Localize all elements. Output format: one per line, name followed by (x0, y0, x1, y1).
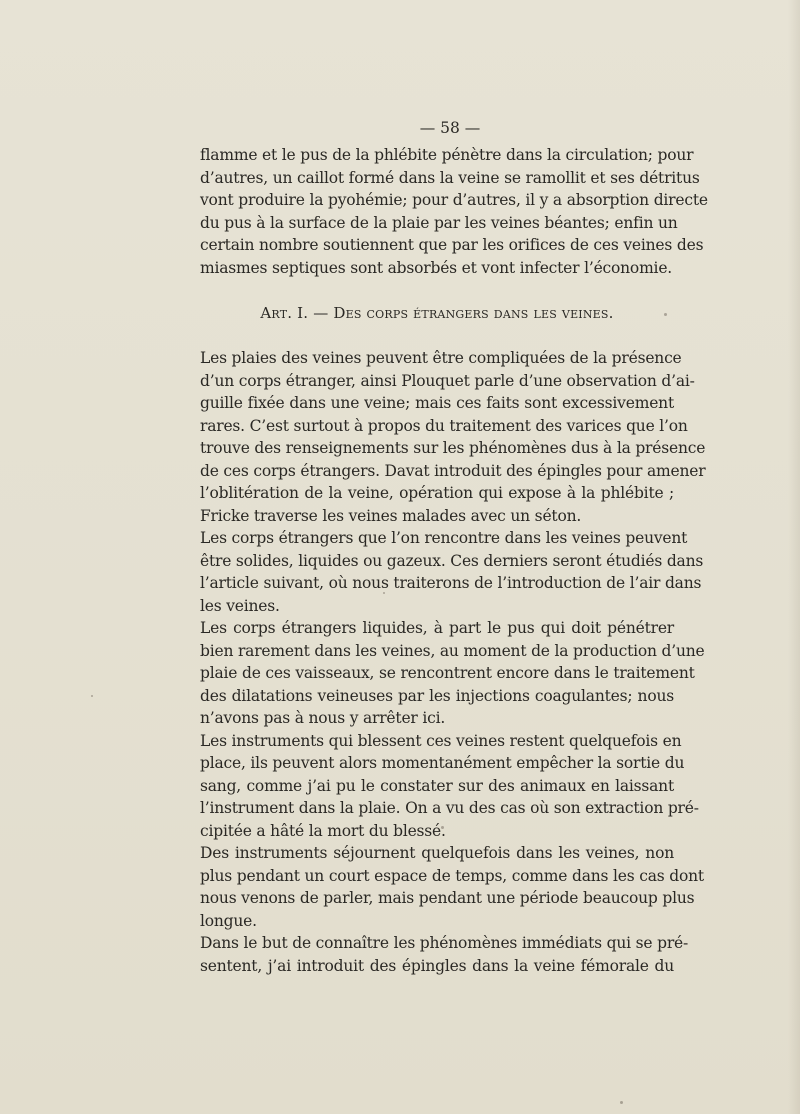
text-line: des dilatations veineuses par les injections coagulantes; nous (200, 686, 674, 705)
text-line: certain nombre soutiennent que par les orifices de ces veines des (200, 236, 704, 254)
text-line: sentent, j’ai introduit des épingles dans la veine fémorale du (200, 956, 674, 975)
paper-speck (441, 826, 444, 829)
text-line: n’avons pas à nous y arrêter ici. (200, 709, 446, 727)
text-line: Les instruments qui blessent ces veines restent quelquefois en (200, 731, 682, 750)
section-body (200, 347, 706, 977)
page-edge-shadow (788, 0, 800, 1114)
text-line: guille fixée dans une veine; mais ces faits sont excessivement (200, 394, 674, 412)
paragraph-continuation (200, 144, 708, 279)
text-line: longue. (200, 911, 257, 930)
page-number: — 58 — (419, 119, 481, 137)
text-line: miasmes septiques sont absorbés et vont infecter l’économie. (200, 258, 673, 277)
text-line: l’oblitération de la veine, opération qui expose à la phlébite ; (200, 484, 674, 502)
section-heading-text: Art. I. — Des corps étrangers dans les veines. (260, 304, 614, 322)
section-heading (200, 300, 674, 326)
text-line: les veines. (200, 596, 280, 615)
paper-speck (664, 313, 667, 316)
text-line: trouve des renseignements sur les phénomènes dus à la présence (200, 439, 706, 457)
text-line: l’article suivant, où nous traiterons de l’introduction de l’air dans (200, 574, 702, 592)
text-line: de ces corps étrangers. Davat introduit des épingles pour amener (200, 461, 706, 480)
text-line: nous venons de parler, mais pendant une période beaucoup plus (200, 889, 695, 907)
text-line: Les corps étrangers liquides, à part le pus qui doit pénétrer (200, 619, 674, 637)
text-line: rares. C’est surtout à propos du traitement des varices que l’on (200, 416, 688, 435)
text-line: d’autres, un caillot formé dans la veine se ramollit et ses détritus (200, 168, 700, 187)
text-line: Des instruments séjournent quelquefois dans les veines, non (200, 844, 674, 862)
paper-speck (620, 1101, 623, 1104)
text-line: sang, comme j’ai pu le constater sur des animaux en laissant (200, 776, 674, 795)
text-line: plus pendant un court espace de temps, comme dans les cas dont (200, 866, 704, 885)
text-line: Fricke traverse les veines malades avec un séton. (200, 506, 582, 525)
text-line: cipitée a hâté la mort du blessé. (200, 821, 446, 840)
text-line: plaie de ces vaisseaux, se rencontrent encore dans le traitement (200, 664, 695, 682)
text-line: flamme et le pus de la phlébite pénètre dans la circulation; pour (200, 146, 694, 164)
text-line: Les plaies des veines peuvent être compliquées de la présence (200, 349, 682, 367)
text-line: être solides, liquides ou gazeux. Ces derniers seront étudiés dans (200, 551, 704, 570)
text-line: du pus à la surface de la plaie par les veines béantes; enfin un (200, 213, 678, 232)
text-line: vont produire la pyohémie; pour d’autres, il y a absorption directe (200, 191, 708, 209)
paper-speck (383, 592, 385, 594)
text-line: Dans le but de connaître les phénomènes immédiats qui se pré- (200, 934, 689, 952)
text-line: l’instrument dans la plaie. On a vu des cas où son extraction pré- (200, 799, 699, 817)
text-line: Les corps étrangers que l’on rencontre dans les veines peuvent (200, 529, 688, 547)
text-line: d’un corps étranger, ainsi Plouquet parle d’une observation d’ai- (200, 371, 695, 390)
text-line: place, ils peuvent alors momentanément empêcher la sortie du (200, 754, 685, 772)
text-block (200, 118, 708, 977)
text-line: bien rarement dans les veines, au moment de la production d’une (200, 641, 705, 660)
paper-speck (91, 695, 93, 697)
